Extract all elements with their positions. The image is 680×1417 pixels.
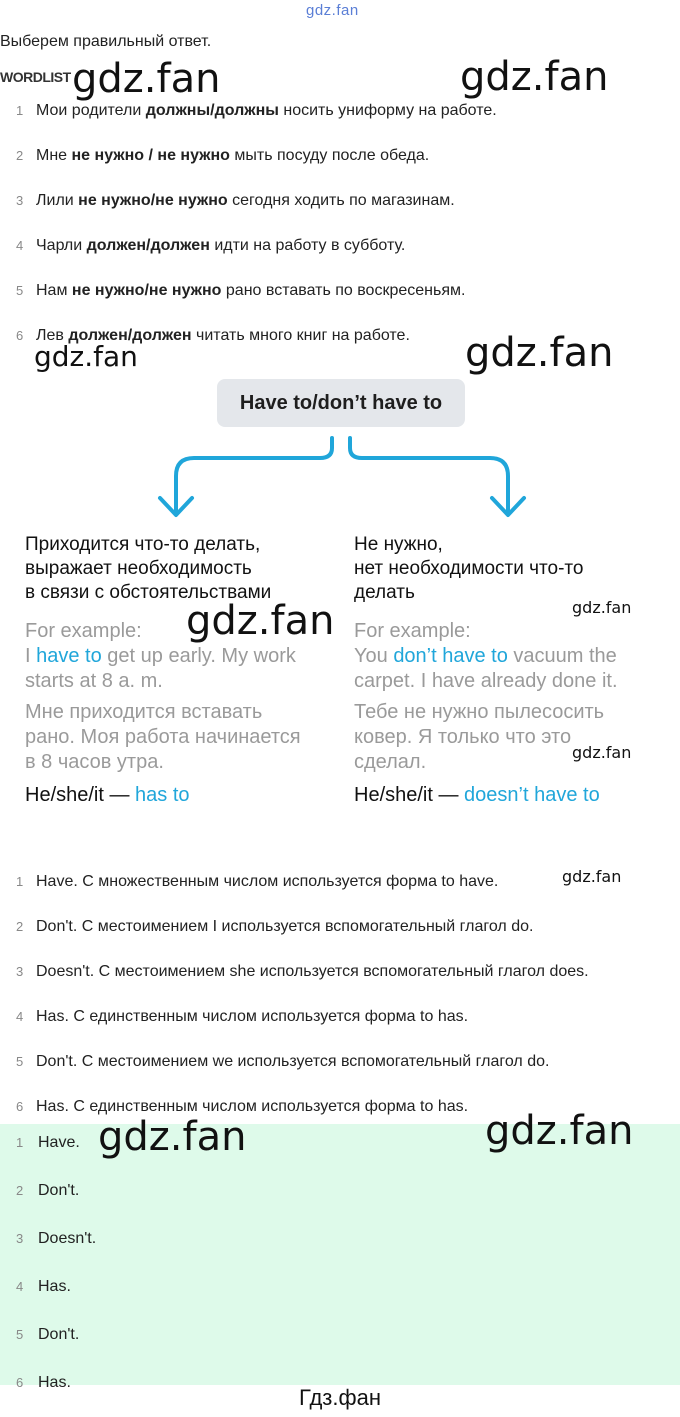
answer-text: Don't. <box>38 1326 80 1343</box>
row-text: носить униформу на работе. <box>278 102 497 119</box>
example-highlight: have to <box>36 645 102 667</box>
example-label: For example: <box>354 620 471 642</box>
row-text: идти на работу в субботу. <box>209 237 406 254</box>
row-number: 3 <box>16 193 24 208</box>
explanation-row <box>16 1008 468 1026</box>
row-text: Doesn't. С местоимением she используется вспомогательный глагол does. <box>36 963 589 980</box>
exercise-row <box>16 282 465 300</box>
form-text: He/she/it — <box>354 784 465 806</box>
example-sentence <box>25 644 335 694</box>
row-bold: должны/должны <box>145 102 279 119</box>
row-text: мыть посуду после обеда. <box>229 147 430 164</box>
row-number: 5 <box>16 283 24 298</box>
row-number: 2 <box>16 1183 24 1198</box>
third-person-form <box>25 784 345 807</box>
watermark: gdz.fan <box>460 54 609 100</box>
example-highlight: don’t have to <box>393 645 508 667</box>
row-number: 1 <box>16 874 24 889</box>
row-bold: должен/должен <box>86 237 210 254</box>
form-highlight: doesn’t have to <box>464 784 600 806</box>
form-highlight: has to <box>135 784 190 806</box>
watermark: gdz.fan <box>465 330 614 376</box>
watermark: gdz.fan <box>562 867 622 886</box>
grammar-title: Have to/don’t have to <box>217 379 465 427</box>
column-heading: Не нужно, нет необходимости что-то делать <box>354 534 584 603</box>
watermark: gdz.fan <box>186 598 335 644</box>
branch-arrows-icon <box>150 436 540 522</box>
example-label: For example: <box>25 620 142 642</box>
row-bold: не нужно / не нужно <box>71 147 230 164</box>
answer-row <box>16 1134 80 1152</box>
row-number: 4 <box>16 1009 24 1024</box>
watermark-top: gdz.fan <box>306 2 359 19</box>
explanation-row <box>16 873 498 891</box>
row-number: 1 <box>16 1135 24 1150</box>
answers-panel <box>0 1124 680 1391</box>
row-text: сегодня ходить по магазинам. <box>227 192 455 209</box>
example-text: vacuum the carpet. I have already done it. <box>354 645 618 692</box>
exercise-row <box>16 192 455 210</box>
row-text: читать много книг на работе. <box>191 327 410 344</box>
answer-text: Has. <box>38 1278 71 1295</box>
answer-text: Doesn't. <box>38 1230 97 1247</box>
row-number: 1 <box>16 103 24 118</box>
answer-text: Don't. <box>38 1182 80 1199</box>
row-number: 5 <box>16 1054 24 1069</box>
row-text: Мне <box>36 147 72 164</box>
row-number: 2 <box>16 919 24 934</box>
example-sentence <box>354 644 654 694</box>
intro-text: Выберем правильный ответ. <box>0 33 212 50</box>
example-text: You <box>354 645 394 667</box>
row-text: Чарли <box>36 237 87 254</box>
row-number: 2 <box>16 148 24 163</box>
watermark: gdz.fan <box>34 340 138 373</box>
watermark: gdz.fan <box>572 598 632 617</box>
row-text: Don't. С местоимением we используется вспомогательный глагол do. <box>36 1053 550 1070</box>
dont-have-to-column <box>354 533 674 807</box>
row-text: Have. С множественным числом используется форма to have. <box>36 873 499 890</box>
wordlist-label: WORDLIST <box>0 69 71 85</box>
answer-row <box>16 1182 79 1200</box>
example-text: get up early. My work starts at 8 a. m. <box>25 645 296 692</box>
answer-row <box>16 1326 79 1344</box>
third-person-form <box>354 784 674 807</box>
watermark: gdz.fan <box>72 56 221 102</box>
form-text: He/she/it — <box>25 784 136 806</box>
explanation-row <box>16 918 533 936</box>
row-text: Лев <box>36 327 69 344</box>
row-text: Лили <box>36 192 79 209</box>
watermark: gdz.fan <box>572 743 632 762</box>
answer-text: Has. <box>38 1374 71 1391</box>
answer-text: Have. <box>38 1134 80 1151</box>
exercise-row <box>16 102 497 120</box>
row-text: Мои родители <box>36 102 146 119</box>
answer-row <box>16 1278 71 1296</box>
row-number: 6 <box>16 1099 24 1114</box>
answer-row <box>16 1230 96 1248</box>
row-text: Has. С единственным числом используется форма to has. <box>36 1008 469 1025</box>
row-bold: не нужно/не нужно <box>78 192 228 209</box>
row-number: 6 <box>16 1375 24 1390</box>
row-text: рано вставать по воскресеньям. <box>221 282 466 299</box>
row-number: 4 <box>16 1279 24 1294</box>
row-text: Don't. С местоимением I используется вспомогательный глагол do. <box>36 918 534 935</box>
row-text: Нам <box>36 282 72 299</box>
watermark: gdz.fan <box>98 1114 247 1160</box>
row-bold: не нужно/не нужно <box>71 282 222 299</box>
exercise-row <box>16 237 405 255</box>
row-number: 4 <box>16 238 24 253</box>
row-number: 5 <box>16 1327 24 1342</box>
row-number: 3 <box>16 1231 24 1246</box>
footer-title: Гдз.фан <box>299 1385 381 1410</box>
row-number: 3 <box>16 964 24 979</box>
example-translation: Тебе не нужно пылесосить ковер. Я только что это сделал. <box>354 701 605 773</box>
row-bold: должен/должен <box>68 327 192 344</box>
column-heading: Приходится что-то делать, выражает необходимость в связи с обстоятельствами <box>25 534 272 603</box>
example-text: I <box>25 645 37 667</box>
explanation-row <box>16 963 589 981</box>
exercise-row <box>16 327 410 345</box>
explanation-row <box>16 1053 549 1071</box>
exercise-row <box>16 147 429 165</box>
watermark: gdz.fan <box>485 1108 634 1154</box>
example-translation: Мне приходится вставать рано. Моя работа начинается в 8 часов утра. <box>25 701 301 773</box>
row-number: 6 <box>16 328 24 343</box>
have-to-column <box>25 533 345 807</box>
row-text: Has. С единственным числом используется форма to has. <box>36 1098 469 1115</box>
